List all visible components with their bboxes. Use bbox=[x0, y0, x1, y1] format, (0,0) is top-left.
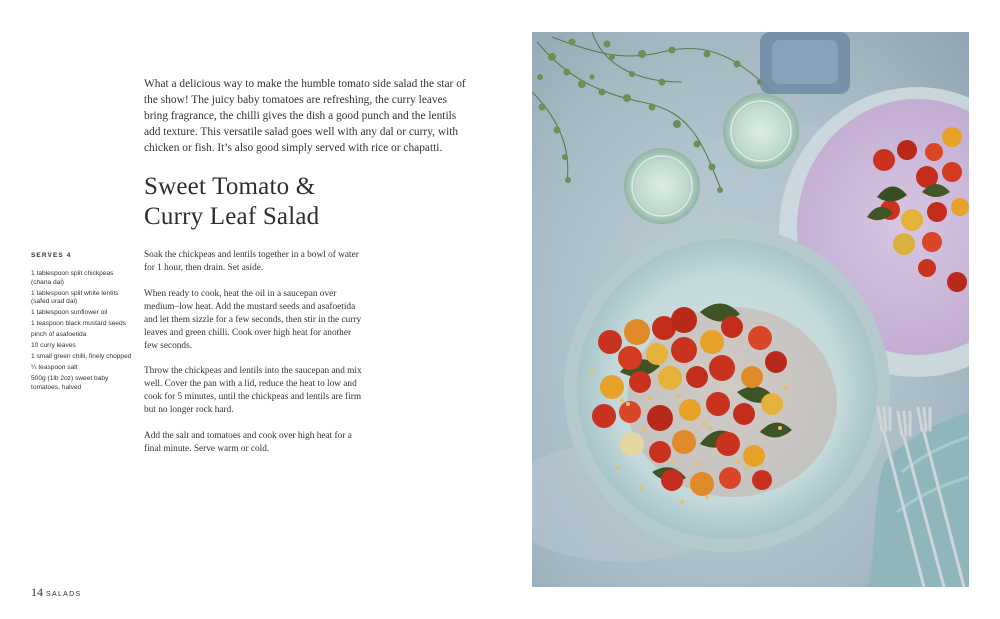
ingredient-item: 1 tablespoon sunflower oil bbox=[31, 309, 108, 317]
recipe-title-line-2: Curry Leaf Salad bbox=[144, 203, 320, 230]
serves-label: SERVES 4 bbox=[31, 252, 72, 259]
ingredient-item: ¼ teaspoon salt bbox=[31, 364, 78, 372]
recipe-title-line-1: Sweet Tomato & bbox=[144, 173, 316, 200]
ingredient-item: 1 teaspoon black mustard seeds bbox=[31, 320, 126, 328]
method-step: Throw the chickpeas and lentils into the saucepan and mix well. Cover the pan with a lid, reduce the heat to low and cook for 5 minutes, until the chickpeas and lentils are firm but no longer rock hard. bbox=[144, 366, 362, 415]
ingredient-item: 1 tablespoon split chickpeas (chana dal) bbox=[31, 270, 114, 286]
water-glass bbox=[723, 93, 799, 169]
page-number: 14 bbox=[31, 585, 43, 599]
ingredient-item: 10 curry leaves bbox=[31, 342, 76, 350]
ingredient-item: 1 small green chilli, finely chopped bbox=[31, 353, 132, 361]
method-steps bbox=[144, 249, 362, 468]
section-name: SALADS bbox=[46, 591, 82, 598]
ingredients-list bbox=[31, 270, 135, 395]
method-step: Add the salt and tomatoes and cook over high heat for a final minute. Serve warm or cold. bbox=[144, 430, 352, 454]
ingredient-item: pinch of asafoetida bbox=[31, 331, 87, 339]
food-photo bbox=[532, 32, 969, 587]
method-step: Soak the chickpeas and lentils together in a bowl of water for 1 hour, then drain. Set aside. bbox=[144, 250, 359, 273]
recipe-title bbox=[144, 172, 464, 232]
page-footer bbox=[31, 585, 81, 600]
ingredient-item: 500g (1lb 2oz) sweet baby tomatoes, halved bbox=[31, 375, 109, 392]
intro-paragraph: What a delicious way to make the humble tomato side salad the star of the show! The juicy baby tomatoes are refreshing, the curry leaves bring fragrance, the chilli gives the dish a good punch and the lentils add texture. This versatile salad goes well with any dal or curry, with chicken or fish. It’s also good simply served with rice or chapatti. bbox=[144, 78, 466, 154]
ingredient-item: 1 tablespoon split white lentils (safed urad dal) bbox=[31, 289, 119, 306]
method-step: When ready to cook, heat the oil in a saucepan over medium–low heat. Add the mustard seeds and asafoetida and let them sizzle for a few seconds, then stir in the curry leaves and green chilli. Cook over high heat for another few seconds. bbox=[144, 288, 362, 351]
water-glass bbox=[624, 148, 700, 224]
water-carafe bbox=[760, 32, 850, 94]
